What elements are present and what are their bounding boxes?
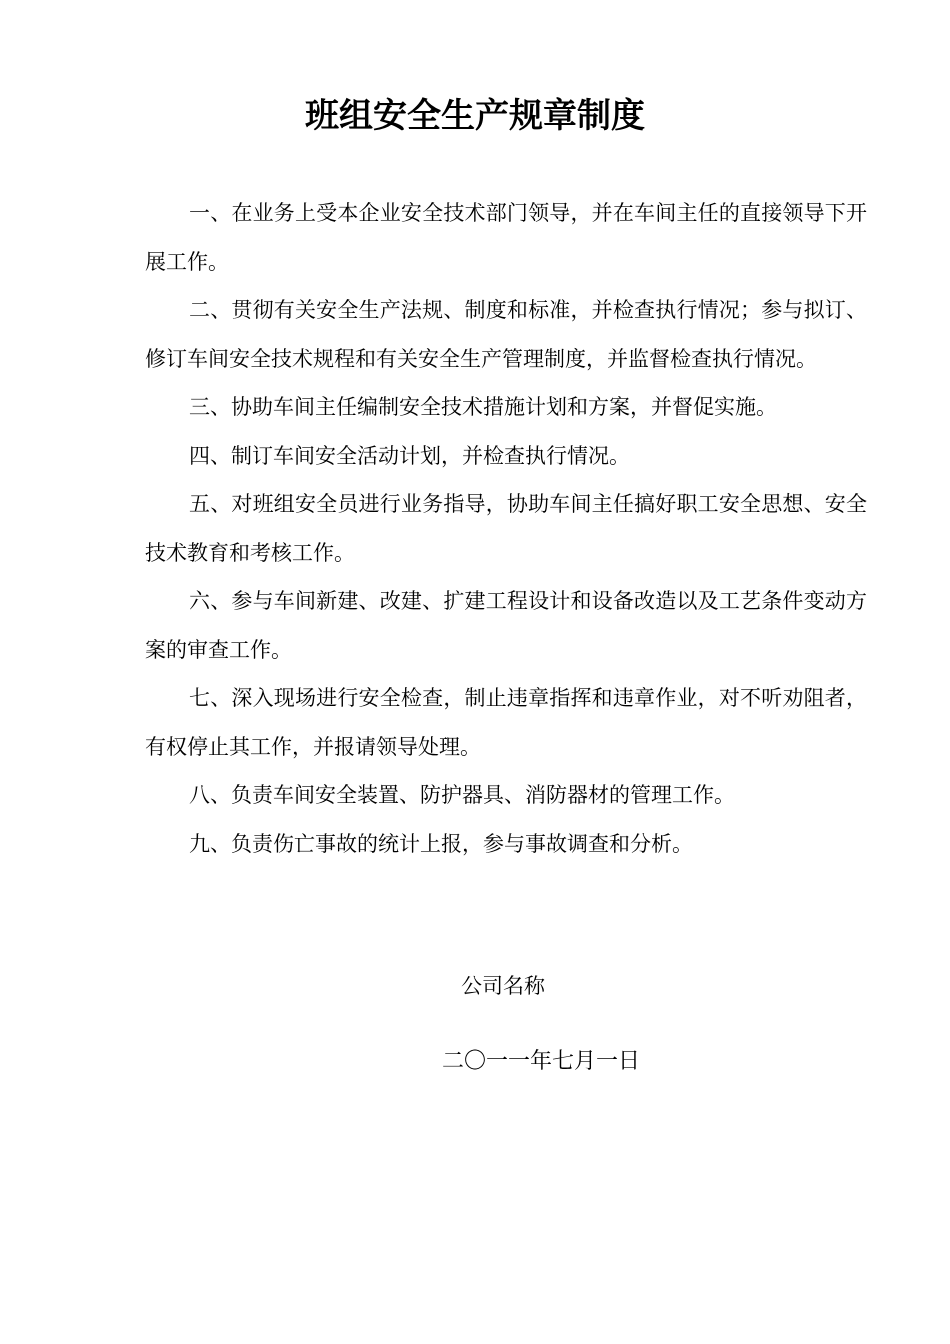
clause-2: 二、贯彻有关安全生产法规、制度和标准，并检查执行情况；参与拟订、修订车间安全技术规程和有关安全生产管理制度，并监督检查执行情况。 — [145, 298, 867, 371]
clause-3: 三、协助车间主任编制安全技术措施计划和方案，并督促实施。 — [189, 395, 777, 419]
clause-7: 七、深入现场进行安全检查，制止违章指挥和违章作业，对不听劝阻者，有权停止其工作，并报请领导处理。 — [145, 686, 867, 759]
clause-4: 四、制订车间安全活动计划，并检查执行情况。 — [189, 443, 630, 468]
clause-1: 一、在业务上受本企业安全技术部门领导，并在车间主任的直接领导下开展工作。 — [145, 201, 867, 274]
document-date: 二〇一一年七月一日 — [442, 1049, 641, 1074]
document-body — [145, 189, 867, 868]
clause-6: 六、参与车间新建、改建、扩建工程设计和设备改造以及工艺条件变动方案的审查工作。 — [145, 589, 867, 662]
clause-9: 九、负责伤亡事故的统计上报，参与事故调查和分析。 — [189, 831, 693, 856]
clause-5: 五、对班组安全员进行业务指导，协助车间主任搞好职工安全思想、安全技术教育和考核工作。 — [145, 492, 867, 565]
clause-8: 八、负责车间安全装置、防护器具、消防器材的管理工作。 — [189, 783, 735, 807]
company-name: 公司名称 — [461, 974, 545, 998]
document-title: 班组安全生产规章制度 — [305, 96, 645, 136]
